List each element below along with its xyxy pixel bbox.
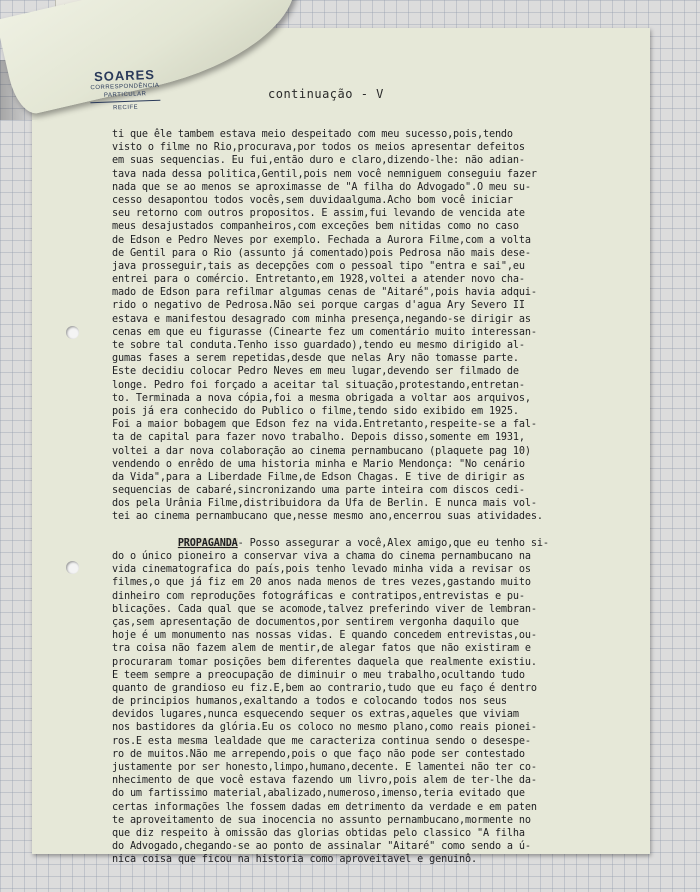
text-line: nica coisa que ficou na historia como aproveitavel e genuinô. <box>112 854 477 866</box>
text-line: certas informações lhe fossem dadas em detrimento da verdade e em paten <box>112 801 537 813</box>
text-line: nada que se ao menos se aproximasse de "A filha do Advogado".O meu su- <box>112 181 531 193</box>
text-line: seu retorno com outros propositos. E assim,fui levando de vencida ate <box>112 208 525 220</box>
text-line: sequencias de cabaré,sincronizando uma parte inteira com discos cedi- <box>112 485 525 497</box>
text-line: ro de muitos.Não me arrependo,pois o que faço não pode ser contestado <box>112 748 525 760</box>
text-line: to. Terminada a nova cópia,foi a mesma obrigada a voltar aos arquivos, <box>112 392 531 404</box>
text-line: te sobre tal conduta.Tenho isso guardado),tendo eu mesmo dirigido al- <box>112 340 525 351</box>
text-line: ros.E esta mesma lealdade que me caracteriza continua sendo o desespe- <box>112 735 531 747</box>
text-line: nhecimento de que você estava fazendo um livro,pois alem de ter-lhe da- <box>112 775 537 787</box>
text-line: gumas fases a serem repetidas,desde que nelas Ary não tomasse parte. <box>112 353 519 365</box>
text-line: visto o filme no Rio,procurava,por todos os meios apresentar defeitos <box>112 142 525 154</box>
section-heading: PROPAGANDA <box>177 537 238 549</box>
text-line: vendendo o enrêdo de uma historia minha e Mario Mendonça: "No cenário <box>112 458 525 470</box>
text-line: ta de capital para fazer novo trabalho. Depois disso,somente em 1931, <box>112 432 525 444</box>
text-line: de Edson e Pedro Neves por exemplo. Fechada a Aurora Filme,com a volta <box>112 234 531 246</box>
text-line: da Vida",para a Liberdade Filme,de Edson Chagas. E tive de dirigir as <box>112 471 525 483</box>
punch-hole-icon <box>66 326 79 339</box>
text-line: estava e manifestou desagrado com minha presença,negando-se dirigir as <box>112 313 531 325</box>
punch-hole-icon <box>66 561 79 574</box>
text-line: cenas em que eu figurasse (Cinearte fez um comentário muito interessan- <box>112 326 537 338</box>
text-line: longe. Pedro foi forçado a aceitar tal situação,protestando,entretan- <box>112 379 525 391</box>
text-line: tei ao cinema pernambucano que,nesse mesmo ano,encerrou suas atividades. <box>112 511 543 523</box>
text-line: tava nada dessa politica,Gentil,pois nem você nemniguem conseguiu fazer <box>112 168 537 180</box>
text-line: java prosseguir,tais as decepções com o pessoal tipo "entra e sai",eu <box>112 260 525 272</box>
text-line: do um fartissimo material,abalizado,numeroso,imenso,teria evitado que <box>112 788 525 800</box>
text-line: dos pela Urânia Filme,distribuidora da Ufa de Berlin. E nunca mais vol- <box>112 498 537 510</box>
text-line: hoje é um monumento nas nossas vidas. E quando concedem entrevistas,ou- <box>112 630 537 642</box>
text-line: de Gentil para o Rio (assunto já comentado)pois Pedrosa não mais dese- <box>112 247 531 259</box>
text-line: vida cinematografica do país,pois tenho levado minha vida a revisar os <box>112 564 531 576</box>
text-line: E teem sempre a preocupação de diminuir o meu trabalho,ocultando tudo <box>112 669 525 681</box>
text-line <box>112 524 652 537</box>
letterhead-stamp <box>74 66 175 113</box>
text-line: filmes,o que já fiz em 20 anos nada menos de tres vezes,gastando muito <box>112 577 531 589</box>
text-line: quanto de grandioso eu fiz.E,bem ao contrario,tudo que eu faço é dentro <box>112 682 537 694</box>
text-line: em suas sequencias. Eu fui,então duro e claro,dizendo-lhe: não adian- <box>112 155 525 167</box>
text-line: procuraram tomar posições bem diferentes daquela que realmente existiu. <box>112 656 537 668</box>
text-line: blicações. Cada qual que se acomode,talvez preferindo viver de lembran- <box>112 603 537 615</box>
text-line: Foi a maior bobagem que Edson fez na vida.Entretanto,respeite-se a fal- <box>112 419 537 431</box>
text-line: PROPAGANDA- Posso assegurar a você,Alex amigo,que eu tenho si- <box>177 537 549 549</box>
letterhead-name: SOARES <box>93 66 156 85</box>
text-line: te aproveitamento de sua inocencia no assunto pernambucano,mormente no <box>112 814 531 826</box>
text-line: dinheiro com reproduções fotográficas e contratipos,entrevistas e pu- <box>112 590 525 602</box>
text-line: que diz respeito à omissão das glorias obtidas pelo classico "A filha <box>112 827 525 839</box>
text-line: nos bastidores da glória.Eu os coloco no mesmo plano,como reais pionei- <box>112 722 537 734</box>
text-line: devidos lugares,nunca esquecendo sequer os extras,aqueles que viviam <box>112 709 519 721</box>
text-line: cesso desapontou todos vocês,sem duvidaalguma.Acho bom você iniciar <box>112 194 513 206</box>
text-line: do Advogado,chegando-se ao ponto de assinalar "Aitaré" como sendo a ú- <box>112 841 531 853</box>
text-line: do o único pioneiro a conservar viva a chama do cinema pernambucano na <box>112 551 531 562</box>
text-line: voltei a dar nova colaboração ao cinema pernambucano (plaquete pag 10) <box>112 445 531 457</box>
letterhead-city: RECIFE <box>113 104 139 112</box>
text-line: meus desajustados companheiros,com exceções bem nitidas como no caso <box>112 221 519 233</box>
text-line: pois já era conhecido do Publico o filme,tendo sido exibido em 1925. <box>112 405 519 417</box>
text-line: ças,sem apresentação de documentos,por sentirem vergonha daquilo que <box>112 616 519 628</box>
typed-letter-body <box>112 128 652 867</box>
text-line: justamente por ser honesto,limpo,humano,decente. E lamentei não ter co- <box>112 762 537 773</box>
letterhead-line2: PARTICULAR <box>103 91 147 99</box>
text-line: tra coisa não fazem alem de mentir,de alegar fatos que não existiram e <box>112 643 531 655</box>
letterhead-line1: CORRESPONDÊNCIA <box>90 82 160 92</box>
text-line: ti que êle tambem estava meio despeitado com meu sucesso,pois,tendo <box>112 129 513 140</box>
text-line: de principios humanos,exaltando a todos e colocando todos nos seus <box>112 696 507 708</box>
text-line: rido o negativo de Pedrosa.Não sei porque cargas d'agua Ary Severo II <box>112 300 525 312</box>
text-line: Este decidiu colocar Pedro Neves em meu lugar,devendo ser filmado de <box>112 366 519 378</box>
text-line: entrei para o comércio. Entretanto,em 1928,voltei a atender novo cha- <box>112 274 525 286</box>
text-line: mado de Edson para refilmar algumas cenas de "Aitaré",pois havia adqui- <box>112 287 537 299</box>
page-title: continuação - V <box>268 87 384 101</box>
